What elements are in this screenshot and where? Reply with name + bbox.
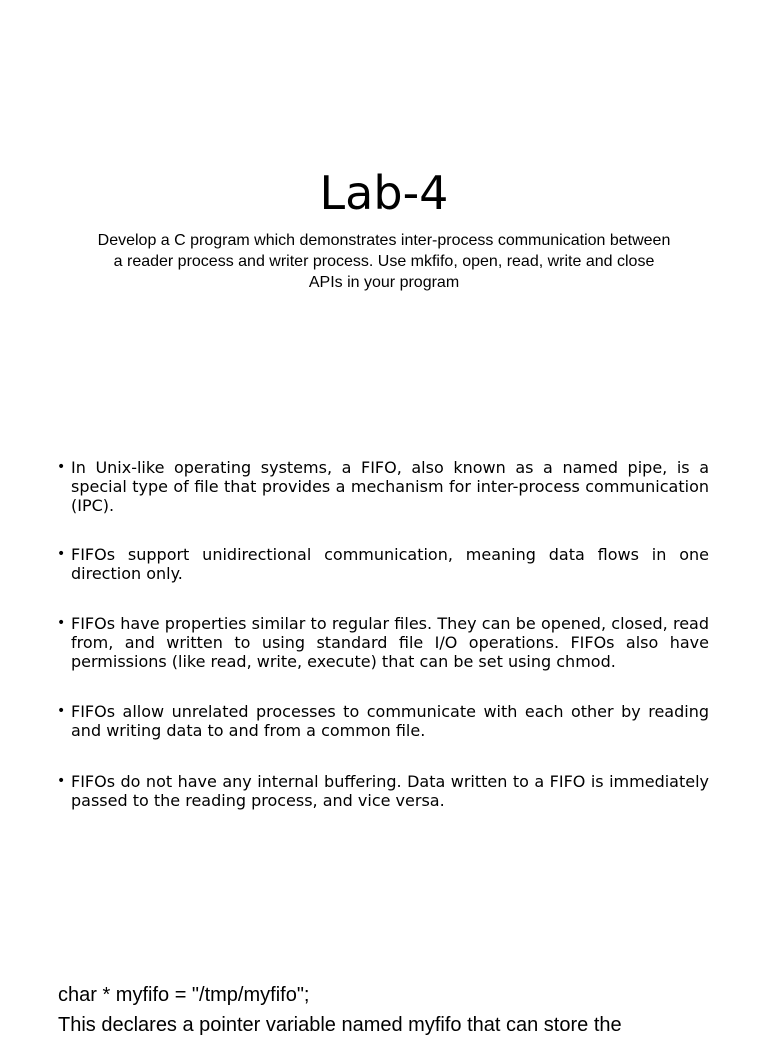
bullet-icon: • [57,773,66,789]
bullet-icon: • [57,615,66,631]
list-item [57,458,709,515]
cut-off-explanation: This declares a pointer variable named myfifo that can store the [58,1014,622,1036]
list-item [57,614,709,671]
bullet-text: FIFOs have properties similar to regular files. They can be opened, closed, read from, and written to using standard file I/O operations. FIFOs also have permissions (like read, write, execute) that can be set using chmod. [71,614,709,671]
list-item [57,772,709,810]
bullet-text: FIFOs allow unrelated processes to communicate with each other by reading and writing data to and from a common file. [71,702,709,740]
bullet-icon: • [57,459,66,475]
code-declaration: char * myfifo = "/tmp/myfifo"; [58,984,310,1006]
bullet-text: In Unix-like operating systems, a FIFO, also known as a named pipe, is a special type of file that provides a mechanism for inter-process communication (IPC). [71,458,709,515]
slide-subtitle: Develop a C program which demonstrates inter-process communication between a reader process and writer process. Use mkfifo, open, read, write and close APIs in your program [97,232,671,291]
bullet-text: FIFOs support unidirectional communication, meaning data flows in one direction only. [71,545,709,583]
bullet-icon: • [57,703,66,719]
bullet-icon: • [57,546,66,562]
slide-title: Lab-4 [319,166,449,220]
bullet-list [57,458,709,810]
list-item [57,702,709,740]
list-item [57,545,709,583]
bullet-text: FIFOs do not have any internal buffering. Data written to a FIFO is immediately passed to the reading process, and vice versa. [71,772,709,810]
